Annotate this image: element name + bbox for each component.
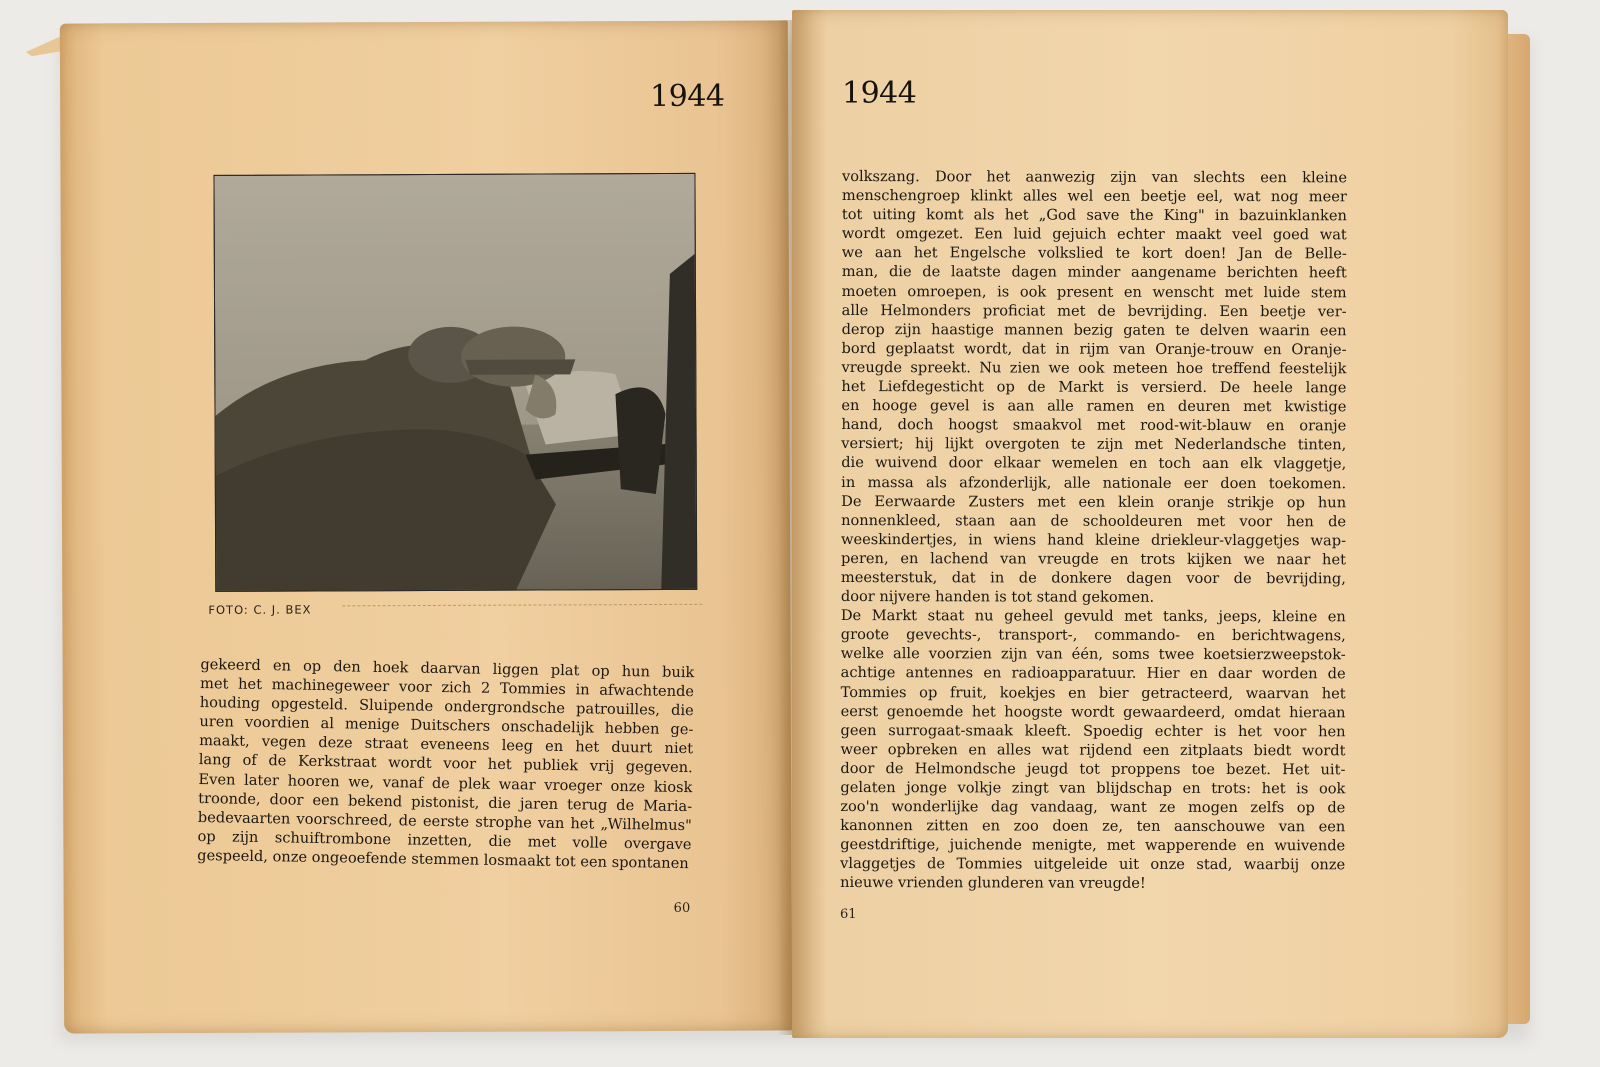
text-line: houding opgesteld. Sluipende ondergrondsche patrouilles, die: [199, 694, 694, 720]
right-page-year-header: 1944: [842, 76, 917, 111]
text-line: welke alle voorzien zijn van één, soms twee koetsierzweepstok-: [840, 645, 1346, 664]
text-line: bedevaarten voorschreed, de eerste strophe van het „Wilhelmus": [197, 808, 692, 834]
text-line: maakt, vegen deze straat eveneens leeg en het duurt niet: [198, 732, 694, 758]
text-line: en hooge gevel is aan alle ramen en deuren met kwistige: [841, 397, 1347, 416]
text-line: troonde, door een bekend pistonist, die jaren terug de Maria-: [198, 789, 693, 815]
photo-image: [214, 174, 696, 591]
text-line: met het machinegeweer voor zich 2 Tommies in afwachtende: [199, 675, 695, 701]
text-line: lang of de Kerkstraat wordt voor het publiek vrij gegeven.: [198, 751, 693, 777]
text-line: in massa als afzonderlijk, alle nationale eer doen toekomen.: [841, 473, 1347, 492]
text-line: geen surrogaat-smaak kleeft. Spoedig echter is het voor hen: [840, 721, 1346, 741]
text-line: we aan het Engelsche volkslied te kort doen! Jan de Belle-: [841, 244, 1347, 263]
left-page: [60, 20, 792, 1033]
text-line: vreugde spreekt. Nu zien we ook meteen hoe treffend feestelijk: [841, 358, 1347, 378]
text-line: geestdriftige, juichende menigte, met wapperende en wuivende: [840, 836, 1346, 855]
text-line: weeskindertjes, in wiens hand kleine driekleur-vlaggetjes wap-: [841, 530, 1347, 550]
caption-rule: [342, 604, 702, 609]
text-line: gelaten jonge volkje zingt van blijdschap en trots: het is ook: [840, 778, 1346, 798]
text-line: peren, en lachend van vreugde en trots kijken we naar het: [840, 549, 1346, 569]
text-line: groote gevechts-, transport-, commando- en berichtwagens,: [840, 626, 1346, 645]
text-line: die wuivend door elkaar wemelen en toch aan elk vlaggetje,: [841, 454, 1347, 473]
text-line: alle Helmonders proficiat met de bevrijding. Een beetje ver-: [841, 301, 1347, 320]
text-line: wordt omgezet. Een luid gejuich echter maakt veel goed wat: [841, 225, 1347, 244]
text-line: door de Helmondsche jeugd tot proppens toe bezet. Het uit-: [840, 759, 1346, 779]
text-line: nieuwe vrienden glunderen van vreugde!: [840, 874, 1146, 893]
text-line: Even later hooren we, vanaf de plek waar vroeger onze kiosk: [198, 770, 693, 796]
text-line: gekeerd en op den hoek daarvan liggen plat op hun buik: [200, 655, 695, 682]
text-line: De Markt staat nu geheel gevuld met tanks, jeeps, kleine en: [840, 607, 1346, 626]
text-line: De Eerwaarde Zusters met een klein oranje strikje op hun: [841, 492, 1347, 511]
text-line: meesterstuk, dat in de donkere dagen voor de bevrijding,: [840, 568, 1346, 588]
left-page-body-text: [197, 655, 694, 873]
text-line: kanonnen zitten en zoo doen ze, ten aanschouwe van een: [840, 817, 1346, 836]
text-line: tot uiting komt als het „God save the King" in bazuinklanken: [841, 206, 1347, 225]
text-line: bord geplaatst wordt, dat in rijm van Oranje-trouw en Oranje-: [841, 339, 1347, 359]
text-line: derop zijn haastige mannen bezig gaten te delven waarin een: [841, 320, 1347, 340]
text-line: weer opbreken en alles wat rijdend een zitplaats biedt wordt: [840, 740, 1346, 760]
text-line: versiert; hij lijkt overgoten te zijn met Nederlandsche tinten,: [841, 435, 1347, 454]
photo-soldiers-machine-gun: [213, 173, 697, 592]
left-page-number: 60: [673, 900, 691, 916]
text-line: man, die de laatste dagen minder aangename berichten heeft: [841, 263, 1347, 282]
text-line: nonnenkleed, staan aan de schooldeuren met voor hen de: [841, 511, 1347, 531]
text-line: achtige antennes en radioapparatuur. Hier en daar worden de: [840, 664, 1346, 683]
text-line: zoo'n wonderlijke dag vandaag, want ze mogen zelfs op de: [840, 798, 1346, 817]
text-line: menschengroep klinkt alles wel een beetje eel, wat nog meer: [841, 187, 1347, 206]
text-line: op zijn schuiftrombone inzetten, die met volle overgave: [197, 827, 692, 853]
right-page-body-text: [840, 167, 1347, 894]
text-line: moeten omroepen, is ook present en wenscht met luide stem: [841, 282, 1347, 301]
text-line: Tommies op fruit, koekjes en bier getracteerd, waarvan het: [840, 683, 1346, 702]
text-line: volkszang. Door het aanwezig zijn van slechts een kleine: [841, 168, 1347, 187]
text-line: vlaggetjes de Tommies uitgeleide uit onze stad, waarbij onze: [840, 855, 1346, 874]
text-line: eerst genoemde het hoogste wordt gewaardeerd, omdat hieraan: [840, 702, 1346, 721]
text-line: hand, doch hoogst smaakvol met rood-wit-blauw en oranje: [841, 416, 1347, 435]
text-line: uren voordien al menige Duitschers onschadelijk hebben ge-: [199, 713, 694, 739]
text-line: door nijvere handen is tot stand gekomen.: [840, 588, 1155, 606]
right-page: [792, 10, 1508, 1038]
text-line: gespeeld, onze ongeoefende stemmen losmaakt tot een spontanen: [197, 846, 689, 873]
right-page-number: 61: [840, 907, 857, 922]
text-line: het Liefdegesticht op de Markt is versierd. De heele lange: [841, 378, 1347, 397]
left-page-year-header: 1944: [650, 78, 725, 115]
photo-caption: FOTO: C. J. BEX: [208, 602, 312, 617]
